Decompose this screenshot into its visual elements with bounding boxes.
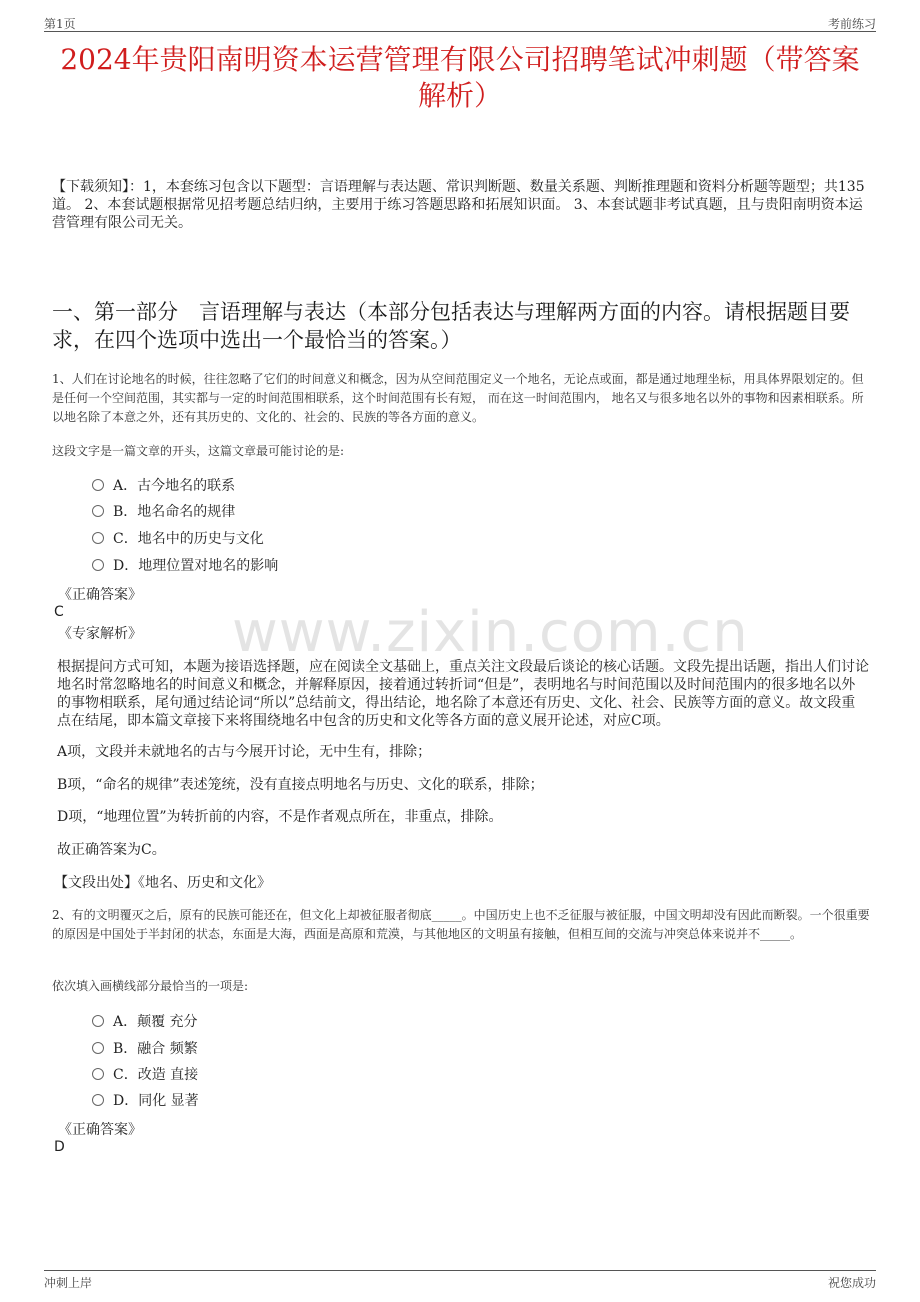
q1-analysis-label: 《专家解析》 — [58, 626, 142, 642]
q1-answer-label: 《正确答案》 — [58, 587, 142, 603]
q1-note-d: D项，“地理位置”为转折前的内容，不是作者观点所在，非重点，排除。 — [57, 809, 503, 825]
section-heading: 一、第一部分 言语理解与表达（本部分包括表达与理解两方面的内容。请根据题目要求，在四个选项中选出一个最恰当的答案。） — [52, 300, 850, 352]
radio-icon[interactable] — [92, 505, 104, 517]
header-tag: 考前练习 — [827, 17, 876, 31]
q1-option-b[interactable]: B．地名命名的规律 — [92, 503, 235, 521]
q1-analysis: 根据提问方式可知，本题为接语选择题，应在阅读全文基础上，重点关注文段最后谈论的核心话题。文段先提出话题，指出人们讨论地名时常忽略地名的时间意义和概念，并解释原因，接着通过转折词“但是”，表明地名与时间范围以及时间范围内的很多地名以外的事物相联系，尾句通过结论词“所以”总结前文，得出结论，地名除了本意还有历史、文化、社会、民族等方面的意义。故文段重点在结尾，即本篇文章接下来将围绕地名中包含的历史和文化等各方面的意义展开论述，对应C项。 — [57, 659, 869, 729]
radio-icon[interactable] — [92, 1015, 104, 1027]
q1-note-b: B项，“命名的规律”表述笼统，没有直接点明地名与历史、文化的联系，排除； — [57, 777, 544, 793]
q1-note-a: A项，文段并未就地名的古与今展开讨论，无中生有，排除； — [57, 744, 432, 760]
q2-option-b[interactable]: B．融合 频繁 — [92, 1040, 198, 1058]
q2-option-d[interactable]: D．同化 显著 — [92, 1092, 199, 1110]
q2-option-c[interactable]: C．改造 直接 — [92, 1066, 198, 1084]
radio-icon[interactable] — [92, 1042, 104, 1054]
radio-icon[interactable] — [92, 1094, 104, 1106]
document-title: 2024年贵阳南明资本运营管理有限公司招聘笔试冲刺题（带答案解析） — [60, 43, 860, 112]
q1-option-d[interactable]: D．地理位置对地名的影响 — [92, 557, 278, 575]
q2-answer: D — [54, 1139, 65, 1155]
download-notice: 【下载须知】：1，本套练习包含以下题型：言语理解与表达题、常识判断题、数量关系题、判断推理题和资料分析题等题型；共135道。 2、本套试题根据常见招考题总结归纳，主要用于练习答题思路和拓展知识面。 3、本套试题非考试真题，且与贵阳南明资本运营管理有限公司无关。 — [52, 179, 865, 231]
footer-left: 冲刺上岸 — [44, 1276, 93, 1290]
q1-stem: 1、人们在讨论地名的时候，往往忽略了它们的时间意义和概念，因为从空间范围定义一个地名，无论点或面，都是通过地理坐标，用具体界限划定的。但是任何一个空间范围，其实都与一定的时间范围相联系，这个时间范围有长有短， 而在这一时间范围内， 地名又与很多地名以外的事物和因素相联系。所以地名除了本意之外，还有其历史的、文化的、社会的、民族的等各方面的意义。 — [52, 372, 864, 424]
q1-source: 【文段出处】《地名、历史和文化》 — [54, 875, 271, 891]
footer-right: 祝您成功 — [827, 1276, 876, 1290]
radio-icon[interactable] — [92, 532, 104, 544]
q1-option-a[interactable]: A．古今地名的联系 — [92, 477, 235, 495]
q2-stem: 2、有的文明覆灭之后，原有的民族可能还在，但文化上却被征服者彻底_____。中国历史上也不乏征服与被征服，中国文明却没有因此而断裂。一个很重要的原因是中国处于半封闭的状态，东面是大海，西面是高原和荒漠，与其他地区的文明虽有接触，但相互间的交流与冲突总体来说并不_____。 — [52, 908, 870, 941]
page-footer — [44, 1270, 876, 1291]
q1-conclusion: 故正确答案为C。 — [57, 842, 166, 858]
watermark: www.zixin.com.cn — [232, 600, 749, 665]
q1-question: 这段文字是一篇文章的开头，这篇文章最可能讨论的是: — [52, 444, 345, 458]
q1-answer: C — [54, 604, 64, 620]
q2-answer-label: 《正确答案》 — [58, 1122, 142, 1138]
radio-icon[interactable] — [92, 479, 104, 491]
page-header — [44, 13, 876, 32]
q2-question: 依次填入画横线部分最恰当的一项是: — [52, 979, 249, 993]
q1-option-c[interactable]: C．地名中的历史与文化 — [92, 530, 264, 548]
q2-option-a[interactable]: A．颠覆 充分 — [92, 1013, 198, 1031]
radio-icon[interactable] — [92, 559, 104, 571]
radio-icon[interactable] — [92, 1068, 104, 1080]
page-number: 第1页 — [44, 17, 76, 31]
